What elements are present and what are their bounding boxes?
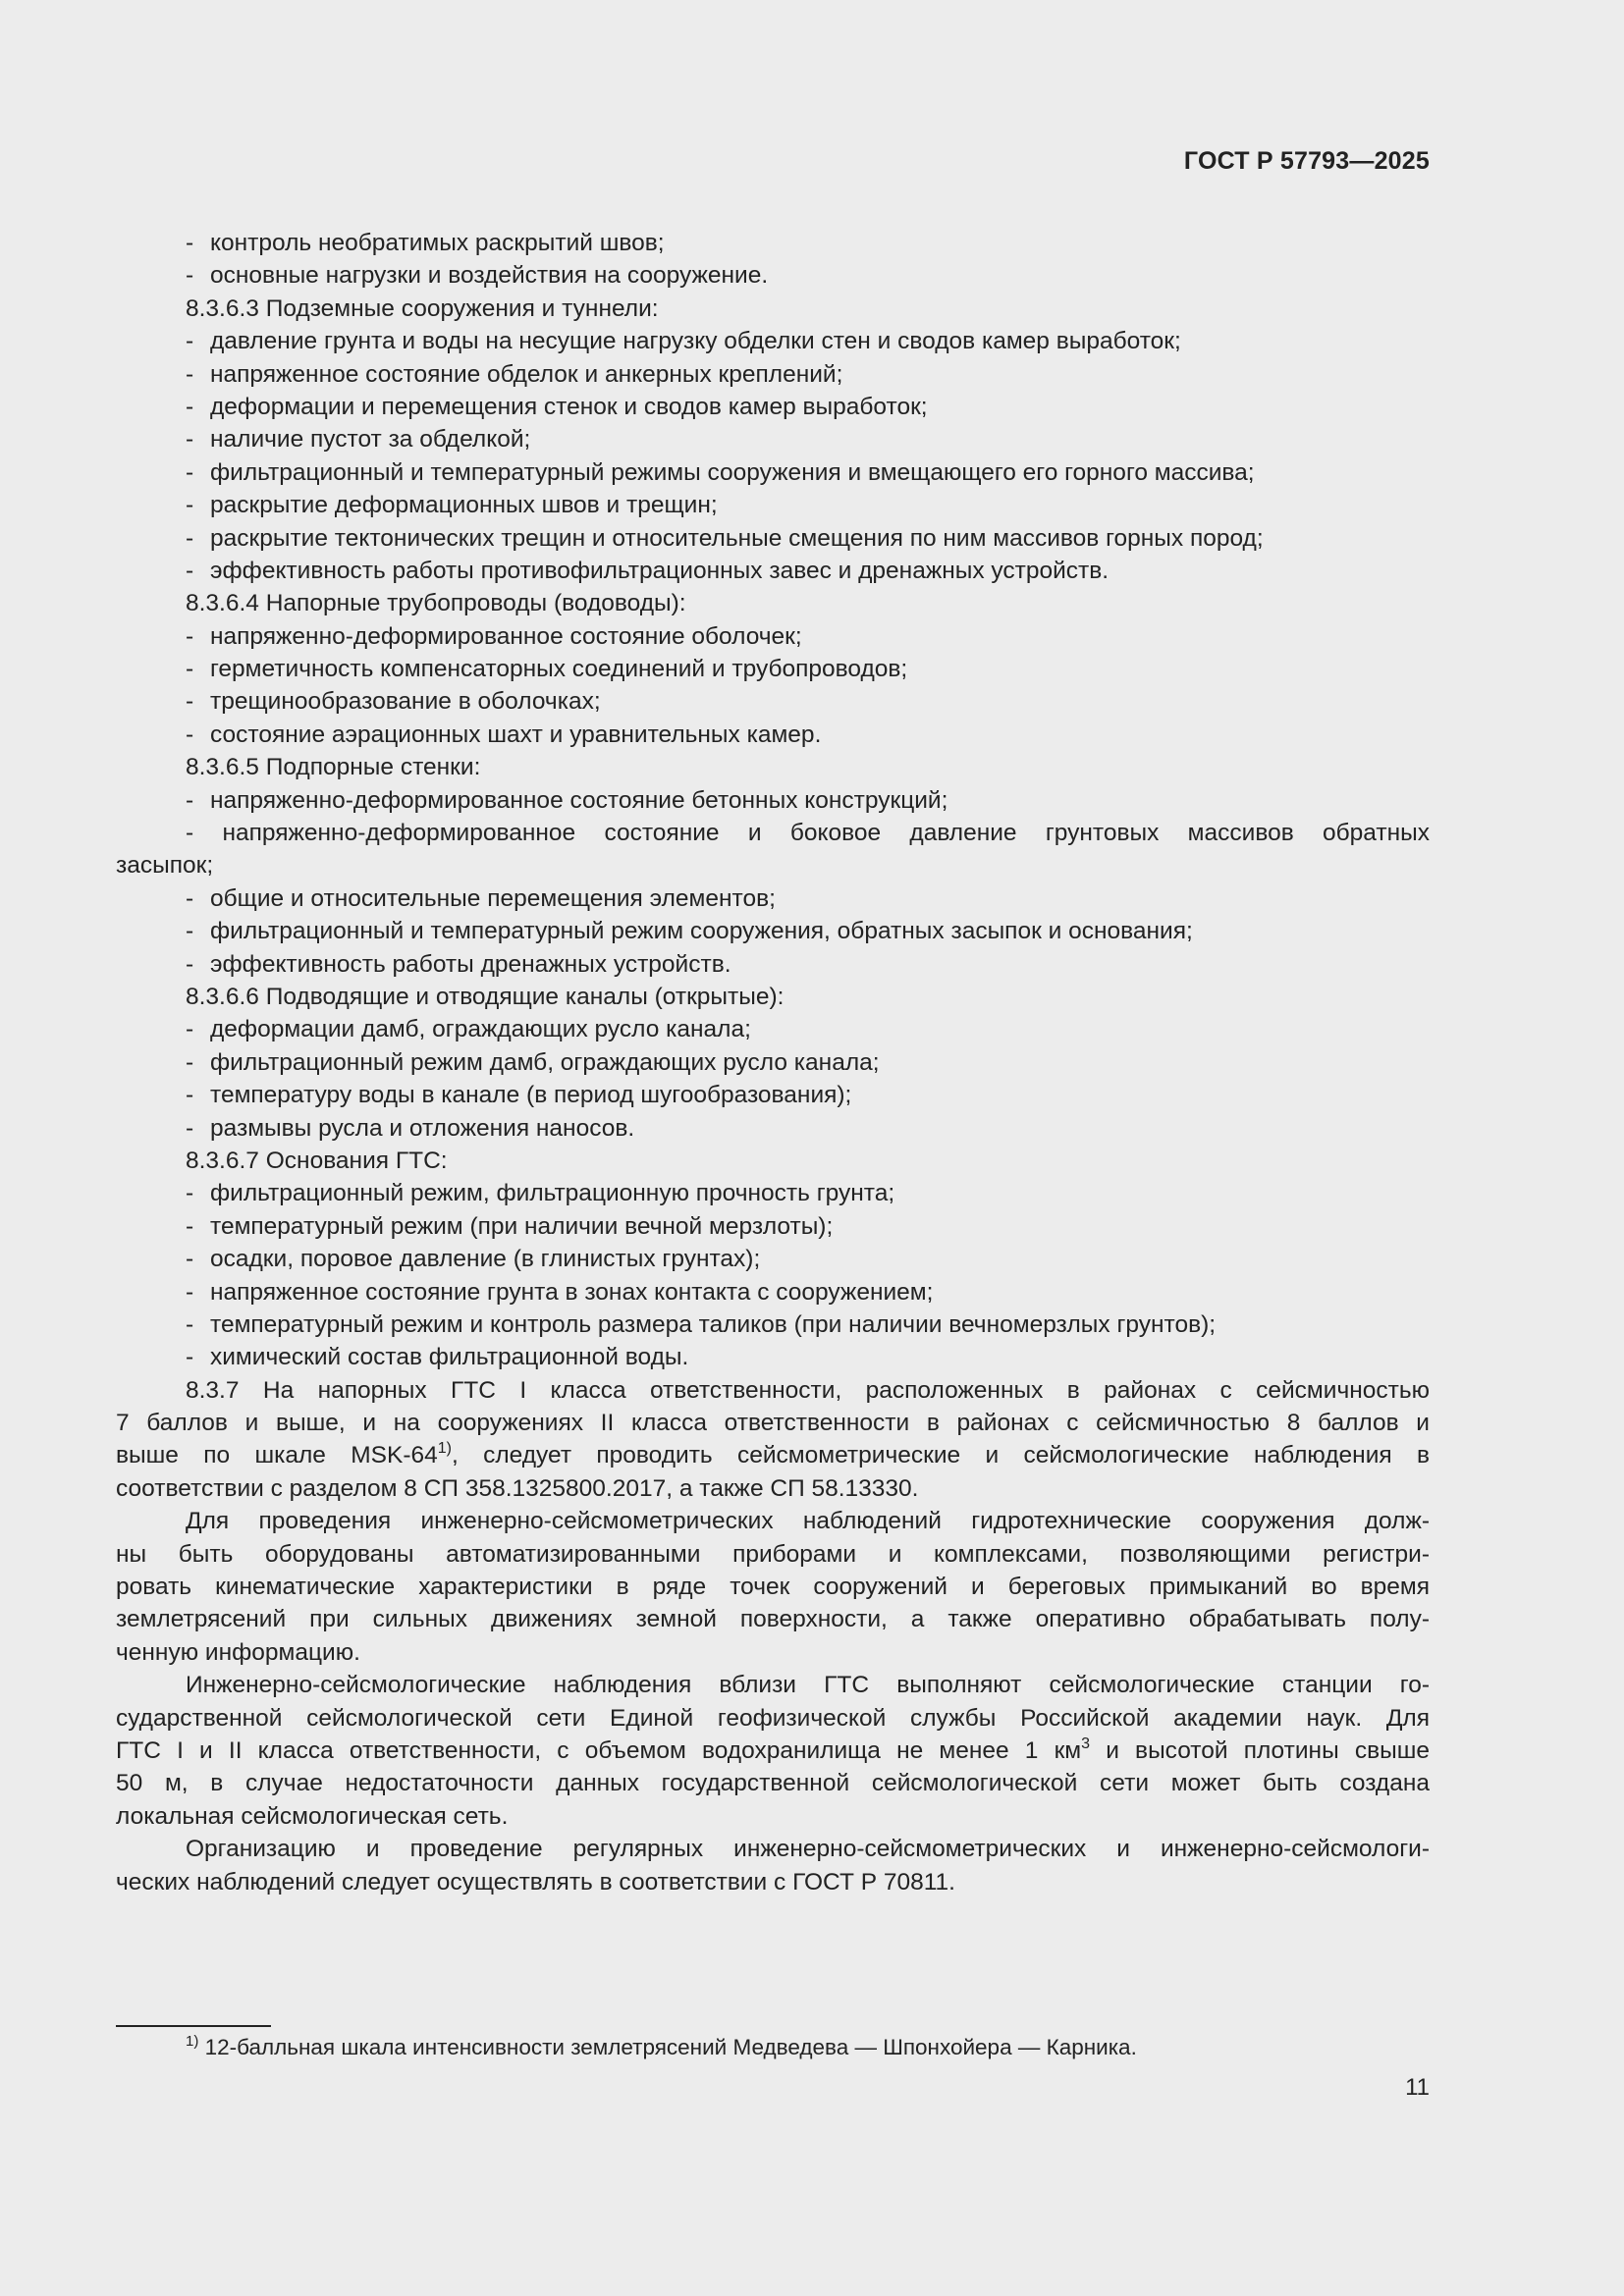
list-item: - температурный режим и контроль размера таликов (при наличии вечномерзлых грунтов); [186, 1310, 1217, 1338]
section-heading: 8.3.6.5 Подпорные стенки: [186, 754, 481, 781]
page-number: 11 [1405, 2074, 1430, 2101]
paragraph-line: Для проведения инженерно-сейсмометрических наблюдений гидротехнические сооружения долж- [186, 1508, 1430, 1535]
list-item: - наличие пустот за обделкой; [186, 426, 531, 454]
list-item: - основные нагрузки и воздействия на сооружение. [186, 262, 769, 290]
list-item: - общие и относительные перемещения элементов; [186, 884, 776, 912]
list-item: - деформации дамб, ограждающих русло канала; [186, 1016, 751, 1043]
list-item: - герметичность компенсаторных соединений и трубопроводов; [186, 656, 908, 683]
paragraph-line: 50 м, в случае недостаточности данных государственной сейсмологической сети может быть создана [116, 1770, 1430, 1797]
list-item: - осадки, поровое давление (в глинистых грунтах); [186, 1246, 761, 1273]
section-heading: 8.3.6.3 Подземные сооружения и туннели: [186, 294, 659, 322]
footnote-ref: 1) [437, 1440, 452, 1458]
list-item: - трещинообразование в оболочках; [186, 688, 601, 716]
list-item: - напряженно-деформированное состояние оболочек; [186, 622, 802, 650]
paragraph-line: землетрясений при сильных движениях земной поверхности, а также оперативно обрабатывать полу- [116, 1606, 1430, 1633]
footnote [186, 2033, 1137, 2062]
list-item: - контроль необратимых раскрытий швов; [186, 230, 665, 256]
paragraph-line: локальная сейсмологическая сеть. [116, 1802, 509, 1830]
paragraph-line: Организацию и проведение регулярных инженерно-сейсмометрических и инженерно-сейсмологи- [186, 1836, 1430, 1863]
footnote-marker: 1) [186, 2033, 199, 2050]
list-item: - напряженное состояние обделок и анкерных креплений; [186, 360, 843, 388]
list-item: - химический состав фильтрационной воды. [186, 1344, 689, 1371]
paragraph-line: ченную информацию. [116, 1638, 360, 1666]
list-item-wrapped: - напряженно-деформированное состояние и боковое давление грунтовых массивов обратных [186, 820, 1430, 847]
list-item: - деформации и перемещения стенок и сводов камер выработок; [186, 393, 928, 420]
list-item: - раскрытие деформационных швов и трещин; [186, 492, 718, 519]
paragraph-line: ГТС I и II класса ответственности, с объемом водохранилища не менее 1 $км^3$ и высотой плотины свыше [116, 1735, 1430, 1764]
list-item: - размывы русла и отложения наносов. [186, 1114, 635, 1142]
section-heading: 8.3.6.4 Напорные трубопроводы (водоводы): [186, 590, 686, 617]
section-heading: 8.3.6.6 Подводящие и отводящие каналы (открытые): [186, 983, 785, 1010]
list-item: - напряженно-деформированное состояние бетонных конструкций; [186, 786, 948, 814]
list-item: - состояние аэрационных шахт и уравнительных камер. [186, 721, 822, 748]
list-item: - фильтрационный режим, фильтрационную прочность грунта; [186, 1180, 895, 1207]
list-item: - фильтрационный и температурный режимы сооружения и вмещающего его горного массива; [186, 458, 1255, 486]
document-header: ГОСТ Р 57793—2025 [1183, 147, 1430, 175]
paragraph-line: соответствии с разделом 8 СП 358.1325800.2017, а также СП 58.13330. [116, 1474, 919, 1502]
list-item: - раскрытие тектонических трещин и относительные смещения по ним массивов горных пород; [186, 524, 1264, 552]
footnote-separator [116, 2025, 271, 2027]
paragraph-line: 7 баллов и выше, и на сооружениях II класса ответственности в районах с сейсмичностью 8 баллов и [116, 1410, 1430, 1437]
list-item: - напряженное состояние грунта в зонах контакта с сооружением; [186, 1278, 934, 1306]
paragraph-line: ровать кинематические характеристики в ряде точек сооружений и береговых примыканий во время [116, 1574, 1430, 1601]
list-item-wrapped-continuation: засыпок; [116, 852, 214, 880]
list-item: - фильтрационный режим дамб, ограждающих русло канала; [186, 1048, 880, 1076]
paragraph-line: 8.3.7 На напорных ГТС I класса ответственности, расположенных в районах с сейсмичностью [186, 1376, 1430, 1404]
list-item: - эффективность работы противофильтрационных завес и дренажных устройств. [186, 557, 1110, 584]
list-item: - температурный режим (при наличии вечной мерзлоты); [186, 1212, 834, 1240]
paragraph-line: ческих наблюдений следует осуществлять в соответствии с ГОСТ Р 70811. [116, 1868, 955, 1896]
section-heading: 8.3.6.7 Основания ГТС: [186, 1147, 448, 1174]
list-item: - эффективность работы дренажных устройств. [186, 950, 731, 978]
list-item: - давление грунта и воды на несущие нагрузку обделки стен и сводов камер выработок; [186, 328, 1181, 355]
list-item: - фильтрационный и температурный режим сооружения, обратных засыпок и основания; [186, 918, 1193, 945]
paragraph-line: Инженерно-сейсмологические наблюдения вблизи ГТС выполняют сейсмологические станции го- [186, 1672, 1430, 1699]
footnote-text: 12-балльная шкала интенсивности землетрясений Медведева — Шпонхойера — Карника. [204, 2035, 1137, 2059]
list-item: - температуру воды в канале (в период шугообразования); [186, 1082, 852, 1109]
paragraph-line: выше по шкале MSK-64$^{1)}$, следует проводить сейсмометрические и сейсмологические наблюдения в [116, 1440, 1430, 1469]
paragraph-line: сударственной сейсмологической сети Единой геофизической службы Российской академии наук. Для [116, 1704, 1430, 1732]
document-body [116, 227, 1430, 1898]
paragraph-line: ны быть оборудованы автоматизированными приборами и комплексами, позволяющими регистри- [116, 1540, 1430, 1568]
